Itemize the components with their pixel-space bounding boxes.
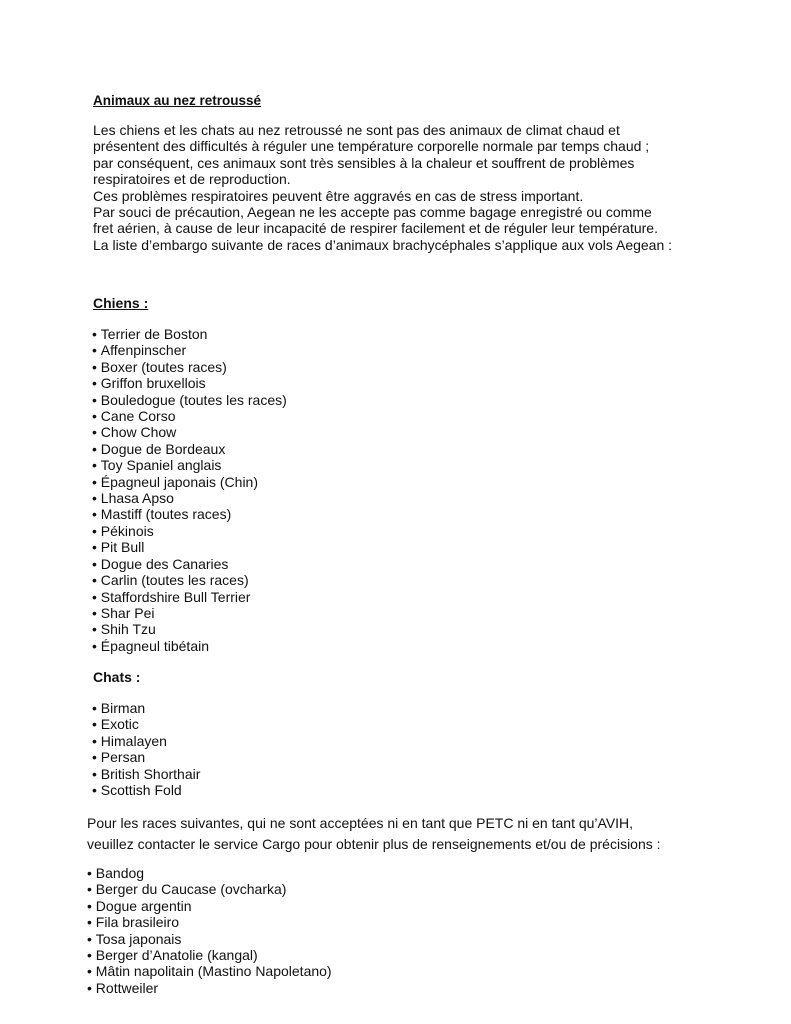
list-item: • Toy Spaniel anglais — [92, 457, 287, 473]
list-item: • Birman — [92, 700, 200, 716]
list-item: • Affenpinscher — [92, 342, 287, 358]
list-item: • Carlin (toutes les races) — [92, 572, 287, 588]
cats-list — [92, 700, 200, 798]
cargo-line: Pour les races suivantes, qui ne sont acceptées ni en tant que PETC ni en tant qu’AVIH, — [87, 815, 634, 831]
list-item: • Persan — [92, 749, 200, 765]
list-item: • Dogue argentin — [87, 898, 332, 914]
intro-line: La liste d’embargo suivante de races d’animaux brachycéphales s’applique aux vols Aegean : — [93, 236, 673, 253]
intro-line: Par souci de précaution, Aegean ne les accepte pas comme bagage enregistré ou comme — [93, 204, 652, 221]
list-item: • Berger d’Anatolie (kangal) — [87, 947, 332, 963]
list-item: • Himalayen — [92, 733, 200, 749]
intro-line: Ces problèmes respiratoires peuvent être aggravés en cas de stress important. — [93, 187, 584, 204]
intro-line: fret aérien, à cause de leur incapacité de respirer facilement et de réguler leur température. — [93, 220, 658, 237]
dogs-list — [92, 326, 287, 654]
intro-line: présentent des difficultés à réguler une température corporelle normale par temps chaud ; — [93, 138, 650, 155]
list-item: • Griffon bruxellois — [92, 375, 287, 391]
dogs-heading: Chiens : — [93, 295, 149, 311]
list-item: • Mâtin napolitain (Mastino Napoletano) — [87, 963, 332, 979]
list-item: • British Shorthair — [92, 766, 200, 782]
list-item: • Fila brasileiro — [87, 914, 332, 930]
list-item: • Bandog — [87, 865, 332, 881]
list-item: • Shar Pei — [92, 605, 287, 621]
cargo-line: veuillez contacter le service Cargo pour obtenir plus de renseignements et/ou de précisions : — [87, 836, 661, 852]
document-title: Animaux au nez retroussé — [93, 93, 262, 108]
list-item: • Dogue des Canaries — [92, 556, 287, 572]
list-item: • Pékinois — [92, 523, 287, 539]
list-item: • Dogue de Bordeaux — [92, 441, 287, 457]
list-item: • Pit Bull — [92, 539, 287, 555]
list-item: • Bouledogue (toutes les races) — [92, 392, 287, 408]
list-item: • Chow Chow — [92, 424, 287, 440]
intro-line: par conséquent, ces animaux sont très sensibles à la chaleur et souffrent de problèmes — [93, 154, 635, 171]
list-item: • Cane Corso — [92, 408, 287, 424]
list-item: • Scottish Fold — [92, 782, 200, 798]
intro-line: respiratoires et de reproduction. — [93, 171, 291, 188]
list-item: • Shih Tzu — [92, 621, 287, 637]
cargo-paragraph — [87, 813, 767, 855]
cargo-breeds-list — [87, 865, 332, 996]
list-item: • Rottweiler — [87, 980, 332, 996]
list-item: • Épagneul tibétain — [92, 638, 287, 654]
list-item: • Mastiff (toutes races) — [92, 506, 287, 522]
list-item: • Lhasa Apso — [92, 490, 287, 506]
list-item: • Staffordshire Bull Terrier — [92, 589, 287, 605]
list-item: • Boxer (toutes races) — [92, 359, 287, 375]
intro-line: Les chiens et les chats au nez retroussé ne sont pas des animaux de climat chaud et — [93, 122, 620, 138]
cats-heading: Chats : — [93, 669, 141, 685]
list-item: • Exotic — [92, 716, 200, 732]
list-item: • Tosa japonais — [87, 931, 332, 947]
list-item: • Terrier de Boston — [92, 326, 287, 342]
intro-paragraph — [93, 122, 733, 253]
list-item: • Épagneul japonais (Chin) — [92, 474, 287, 490]
list-item: • Berger du Caucase (ovcharka) — [87, 881, 332, 897]
